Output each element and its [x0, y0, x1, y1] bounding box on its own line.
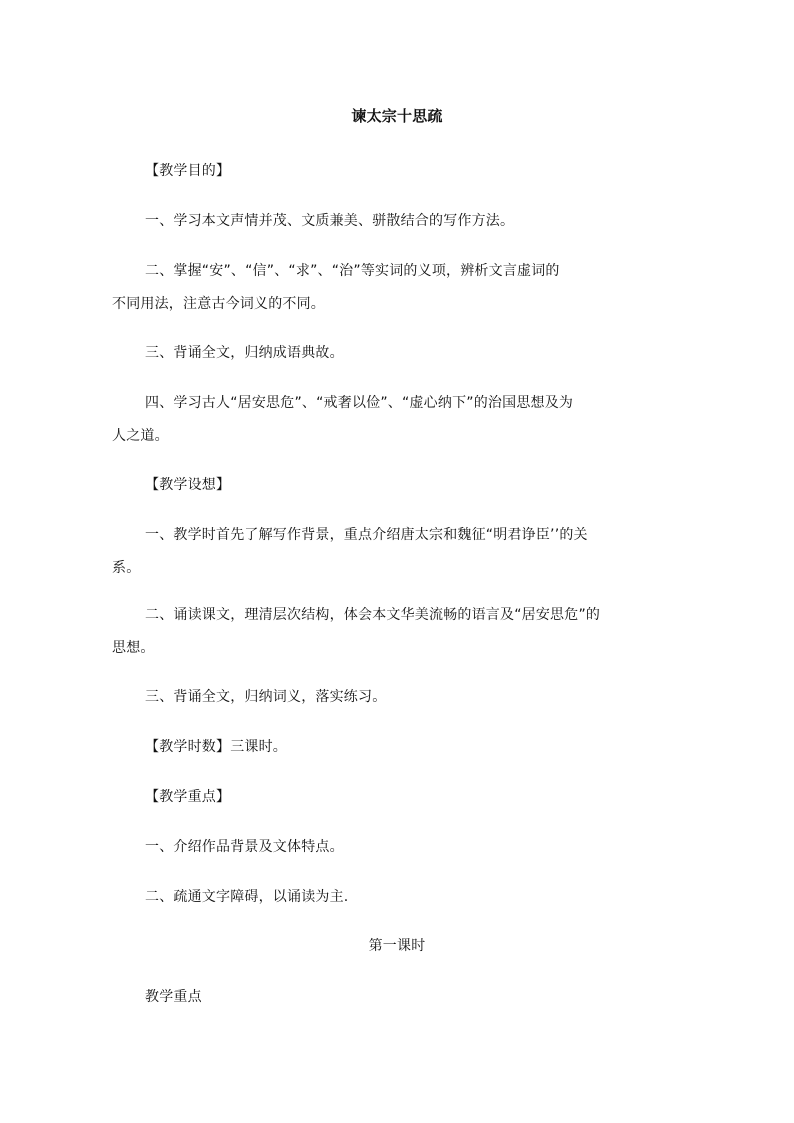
document-title: 谏太宗十思疏 — [351, 107, 443, 125]
purpose-item-1: 一、学习本文声情并茂、文质兼美、骈散结合的写作方法。 — [145, 213, 515, 229]
purpose-item-4-line-2: 人之道。 — [112, 428, 169, 444]
teaching-hours: 【教学时数】三课时。 — [145, 739, 287, 755]
design-item-3: 三、背诵全文，归纳词义，落实练习。 — [145, 689, 387, 705]
lesson-1-heading: 第一课时 — [368, 938, 426, 954]
focus-item-1: 一、介绍作品背景及文体特点。 — [145, 839, 344, 855]
design-item-1-line-2: 系。 — [112, 560, 141, 576]
purpose-item-3: 三、背诵全文，归纳成语典故。 — [145, 345, 344, 361]
design-item-2-line-2: 思想。 — [112, 640, 155, 656]
design-item-2-line-1: 二、诵读课文，理清层次结构，体会本文华美流畅的语言及“居安思危”的 — [145, 607, 601, 623]
purpose-heading: 【教学目的】 — [145, 163, 231, 179]
design-heading: 【教学设想】 — [145, 477, 231, 493]
purpose-item-2-line-2: 不同用法，注意古今词义的不同。 — [112, 296, 325, 312]
focus-item-2: 二、疏通文字障碍，以诵读为主. — [145, 889, 349, 905]
focus-heading: 【教学重点】 — [145, 789, 231, 805]
design-item-1-line-1: 一、教学时首先了解写作背景，重点介绍唐太宗和魏征“明君诤臣’’的关 — [145, 527, 588, 543]
purpose-item-2-line-1: 二、掌握“安”、“信”、“求”、“治”等实词的义项，辨析文言虚词的 — [145, 263, 560, 279]
lesson-1-focus: 教学重点 — [145, 989, 202, 1005]
purpose-item-4-line-1: 四、学习古人“居安思危”、“戒奢以俭”、“虚心纳下”的治国思想及为 — [145, 395, 574, 411]
